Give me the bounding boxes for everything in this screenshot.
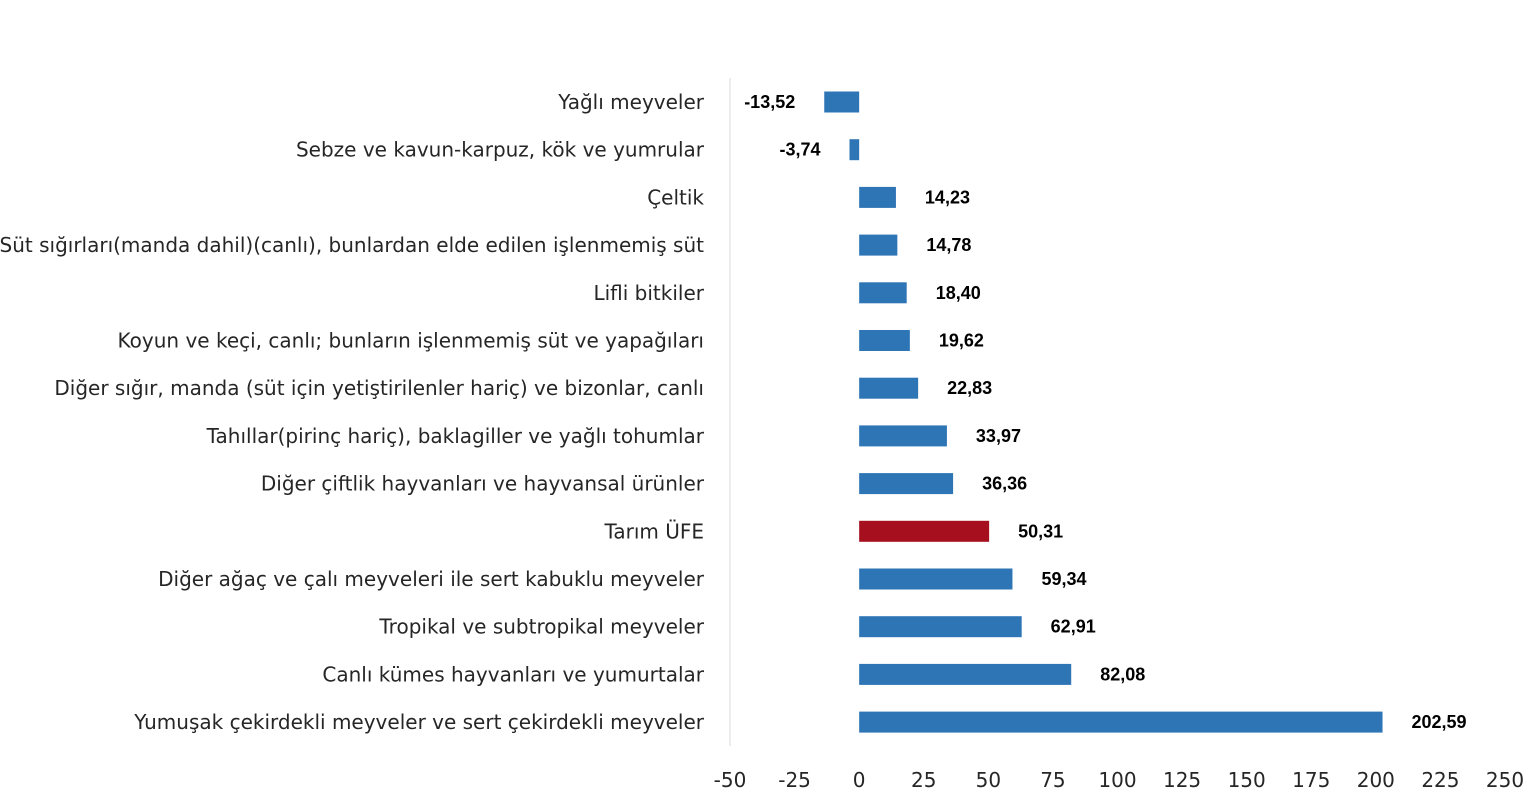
x-tick-label: 200	[1356, 768, 1395, 792]
category-label: Diğer çiftlik hayvanları ve hayvansal ürünler	[260, 471, 704, 496]
bar	[859, 282, 907, 303]
bar	[859, 712, 1382, 733]
category-label: Çeltik	[647, 185, 704, 210]
category-label: Yumuşak çekirdekli meyveler ve sert çekirdekli meyveler	[134, 710, 704, 735]
x-tick-label: 25	[911, 768, 937, 792]
bar	[859, 521, 989, 542]
x-tick-label: 250	[1485, 768, 1525, 792]
data-label: 33,97	[975, 425, 1021, 446]
bar	[859, 664, 1071, 685]
data-label: 36,36	[982, 473, 1028, 494]
data-label: 82,08	[1100, 664, 1146, 685]
data-label: 202,59	[1411, 712, 1467, 733]
x-tick-label: 175	[1292, 768, 1331, 792]
category-label: Tropikal ve subtropikal meyveler	[379, 614, 704, 639]
data-label: -13,52	[744, 92, 796, 112]
x-tick-label: -50	[713, 768, 747, 792]
data-label: 14,23	[924, 187, 970, 208]
category-label: Canlı kümes hayvanları ve yumurtalar	[322, 662, 704, 687]
x-axis-tick-labels	[714, 768, 1524, 792]
x-tick-label: 225	[1421, 768, 1460, 792]
x-tick-label: 150	[1227, 768, 1266, 792]
data-label: 22,83	[947, 378, 993, 399]
category-label: Yağlı meyveler	[558, 90, 704, 114]
category-label: Süt sığırları(manda dahil)(canlı), bunlardan elde edilen işlenmemiş süt	[0, 233, 704, 258]
data-label: 18,40	[935, 282, 981, 303]
x-tick-label: 0	[852, 768, 866, 792]
data-label: 14,78	[926, 235, 972, 256]
category-label: Diğer sığır, manda (süt için yetiştirilenler hariç) ve bizonlar, canlı	[54, 376, 704, 401]
bars	[824, 92, 1382, 733]
category-labels	[0, 90, 705, 734]
bar	[850, 139, 860, 160]
bar	[824, 92, 859, 113]
value-labels	[744, 92, 1466, 732]
bar	[859, 235, 897, 256]
x-tick-label: 75	[1040, 768, 1066, 792]
category-label: Koyun ve keçi, canlı; bunların işlenmemiş süt ve yapağıları	[117, 328, 704, 353]
category-label: Diğer ağaç ve çalı meyveleri ile sert kabuklu meyveler	[158, 567, 704, 591]
category-label: Lifli bitkiler	[593, 280, 704, 305]
bar	[859, 473, 953, 494]
category-label: Tarım ÜFE	[604, 519, 704, 544]
data-label: -3,74	[779, 139, 821, 160]
bar	[859, 569, 1012, 590]
bar	[859, 616, 1022, 637]
x-tick-label: 50	[975, 768, 1002, 792]
bar	[859, 378, 918, 399]
category-label: Tahıllar(pirinç hariç), baklagiller ve yağlı tohumlar	[206, 423, 704, 448]
data-label: 59,34	[1041, 569, 1087, 589]
x-tick-label: 100	[1098, 768, 1137, 792]
data-label: 50,31	[1018, 521, 1064, 542]
bar	[859, 187, 896, 208]
data-label: 19,62	[938, 330, 984, 351]
data-label: 62,91	[1050, 616, 1096, 637]
x-tick-label: -25	[778, 768, 811, 792]
bar	[859, 425, 947, 446]
bar	[859, 330, 910, 351]
x-tick-label: 125	[1162, 768, 1202, 792]
category-label: Sebze ve kavun-karpuz, kök ve yumrular	[295, 137, 704, 162]
